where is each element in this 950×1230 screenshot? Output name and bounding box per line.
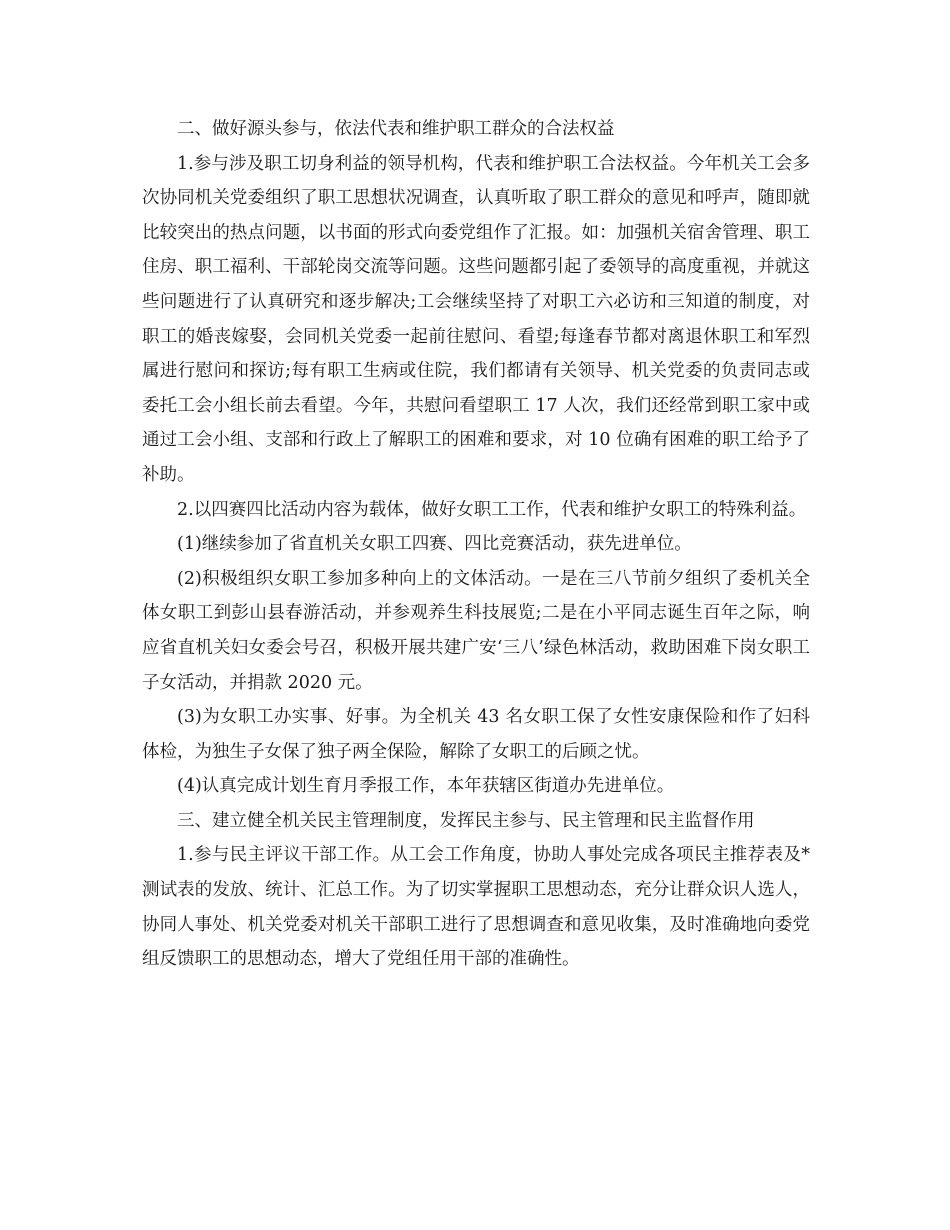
list-item-2: (2)积极组织女职工参加多种向上的文体活动。一是在三八节前夕组织了委机关全体女职工到彭山县春游活动，并参观养生科技展览;二是在小平同志诞生百年之际，响应省直机关妇女委会号召，积极开展共建广安‘三八’绿色林活动，救助困难下岗女职工子女活动，并捐款 2020 元。 — [142, 568, 810, 693]
section-heading-3: 三、建立健全机关民主管理制度，发挥民主参与、民主管理和民主监督作用 — [177, 810, 755, 831]
section-heading-2: 二、做好源头参与，依法代表和维护职工群众的合法权益 — [177, 119, 615, 139]
document-body — [142, 112, 810, 977]
paragraph-leadership-participation: 1.参与涉及职工切身利益的领导机构，代表和维护职工合法权益。今年机关工会多次协同机关党委组织了职工思想状况调查，认真听取了职工群众的意见和呼声，随即就比较突出的热点问题，以书面的形式向委党组作了汇报。如：加强机关宿舍管理、职工住房、职工福利、干部轮岗交流等问题。这些问题都引起了委领导的高度重视，并就这些问题进行了认真研究和逐步解决;工会继续坚持了对职工六必访和三知道的制度，对职工的婚丧嫁娶，会同机关党委一起前往慰问、看望;每逢春节都对离退休职工和军烈属进行慰问和探访;每有职工生病或住院，我们都请有关领导、机关党委的负责同志或委托工会小组长前去看望。今年，共慰问看望职工 17 人次，我们还经常到职工家中或通过工会小组、支部和行政上了解职工的困难和要求，对 10 位确有困难的职工给予了补助。 — [142, 153, 810, 485]
list-item-1: (1)继续参加了省直机关女职工四赛、四比竞赛活动，获先进单位。 — [177, 534, 692, 555]
paragraph-democratic-evaluation: 1.参与民主评议干部工作。从工会工作角度，协助人事处完成各项民主推荐表及*测试表的发放、统计、汇总工作。为了切实掌握职工思想动态，充分让群众识人选人，协同人事处、机关党委对机关干部职工进行了思想调查和意见收集，及时准确地向委党组反馈职工的思想动态，增大了党组任用干部的准确性。 — [142, 845, 810, 970]
list-item-4: (4)认真完成计划生育月季报工作，本年获辖区街道办先进单位。 — [177, 776, 675, 797]
list-item-3: (3)为女职工办实事、好事。为全机关 43 名女职工保了女性安康保险和作了妇科体检，为独生子女保了独子两全保险，解除了女职工的后顾之忧。 — [142, 707, 810, 762]
paragraph-female-workers: 2.以四赛四比活动内容为载体，做好女职工工作，代表和维护女职工的特殊利益。 — [177, 499, 807, 520]
